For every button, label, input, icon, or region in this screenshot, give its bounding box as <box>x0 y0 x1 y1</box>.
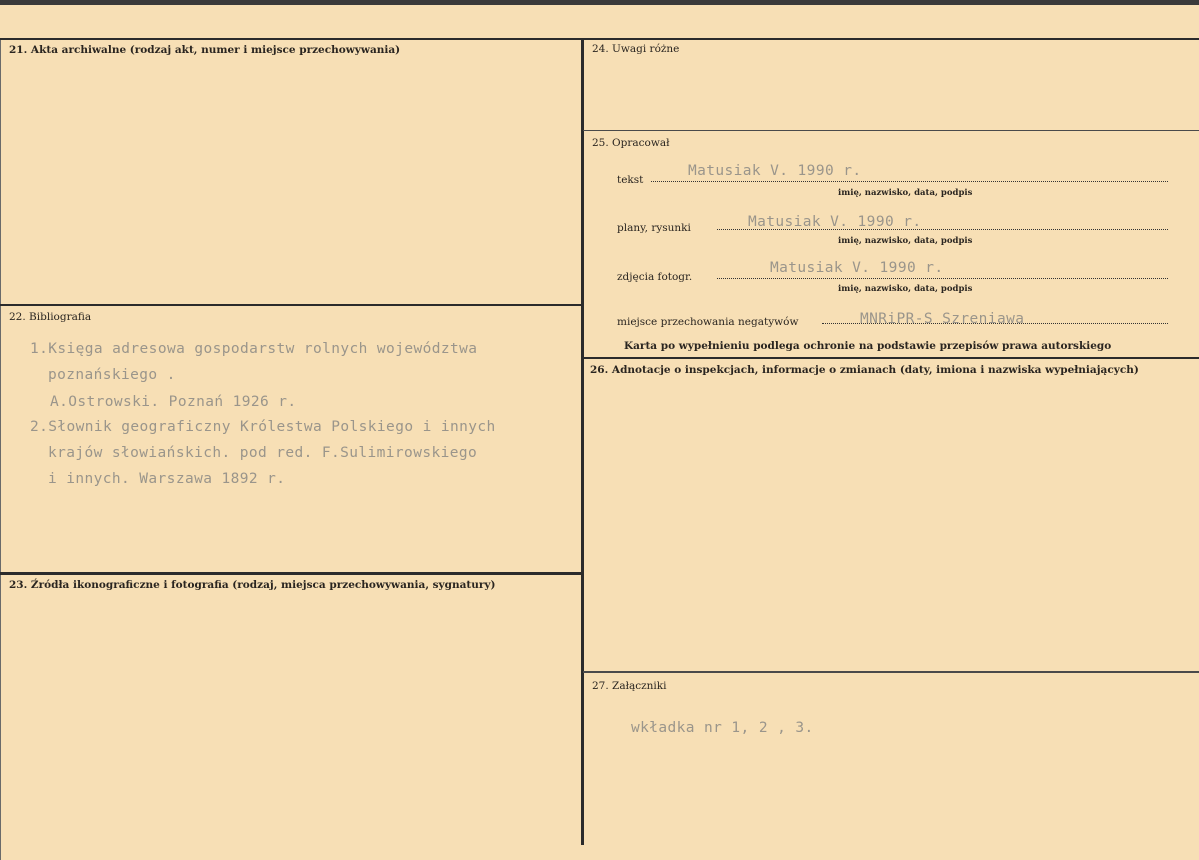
section-21-title: 21. Akta archiwalne (rodzaj akt, numer i miejsce przechowywania) <box>9 44 401 56</box>
divider-24-25 <box>583 130 1199 131</box>
field-tekst-caption: imię, nazwisko, data, podpis <box>838 188 973 198</box>
field-plany-caption: imię, nazwisko, data, podpis <box>838 236 973 246</box>
field-zdjecia-label: zdjęcia fotogr. <box>617 271 693 283</box>
top-rule-left <box>0 38 583 40</box>
section-27-title: 27. Załączniki <box>592 680 667 692</box>
left-border <box>0 40 1 860</box>
divider-21-22 <box>0 304 583 306</box>
bibliography-line-2: poznańskiego . <box>48 367 176 383</box>
bibliography-line-6: i innych. Warszawa 1892 r. <box>48 471 286 487</box>
top-rule-right <box>583 38 1199 40</box>
field-zdjecia-caption: imię, nazwisko, data, podpis <box>838 284 973 294</box>
bibliography-line-1: 1.Księga adresowa gospodarstw rolnych województwa <box>30 341 478 357</box>
section-25-title: 25. Opracował <box>592 137 670 149</box>
field-tekst-value: Matusiak V. 1990 r. <box>688 163 862 179</box>
field-zdjecia-line <box>717 278 1168 279</box>
field-negatives-value: MNRiPR-S Szreniawa <box>860 311 1025 327</box>
bibliography-line-3: A.Ostrowski. Poznań 1926 r. <box>50 394 297 410</box>
divider-22-23 <box>0 572 583 575</box>
field-zdjecia-value: Matusiak V. 1990 r. <box>770 260 944 276</box>
section-26-title: 26. Adnotacje o inspekcjach, informacje o zmianach (daty, imiona i nazwiska wypełniających) <box>590 364 1139 376</box>
copyright-notice: Karta po wypełnieniu podlega ochronie na podstawie przepisów prawa autorskiego <box>624 340 1112 352</box>
section-24-title: 24. Uwagi różne <box>592 43 680 55</box>
field-tekst-line <box>651 181 1168 182</box>
field-plany-label: plany, rysunki <box>617 222 691 234</box>
field-tekst-label: tekst <box>617 174 644 186</box>
top-border <box>0 0 1199 5</box>
attachments-value: wkładka nr 1, 2 , 3. <box>631 720 814 736</box>
section-23-title: 23. Źródła ikonograficzne i fotografia (rodzaj, miejsca przechowywania, sygnatury) <box>9 579 496 591</box>
divider-26-27 <box>583 671 1199 673</box>
section-22-title: 22. Bibliografia <box>9 311 92 323</box>
field-negatives-label: miejsce przechowania negatywów <box>617 316 799 328</box>
bibliography-line-4: 2.Słownik geograficzny Królestwa Polskiego i innych <box>30 419 496 435</box>
bibliography-line-5: krajów słowiańskich. pod red. F.Sulimirowskiego <box>48 445 478 461</box>
center-divider <box>581 40 584 845</box>
field-plany-value: Matusiak V. 1990 r. <box>748 214 922 230</box>
divider-25-26 <box>583 357 1199 359</box>
